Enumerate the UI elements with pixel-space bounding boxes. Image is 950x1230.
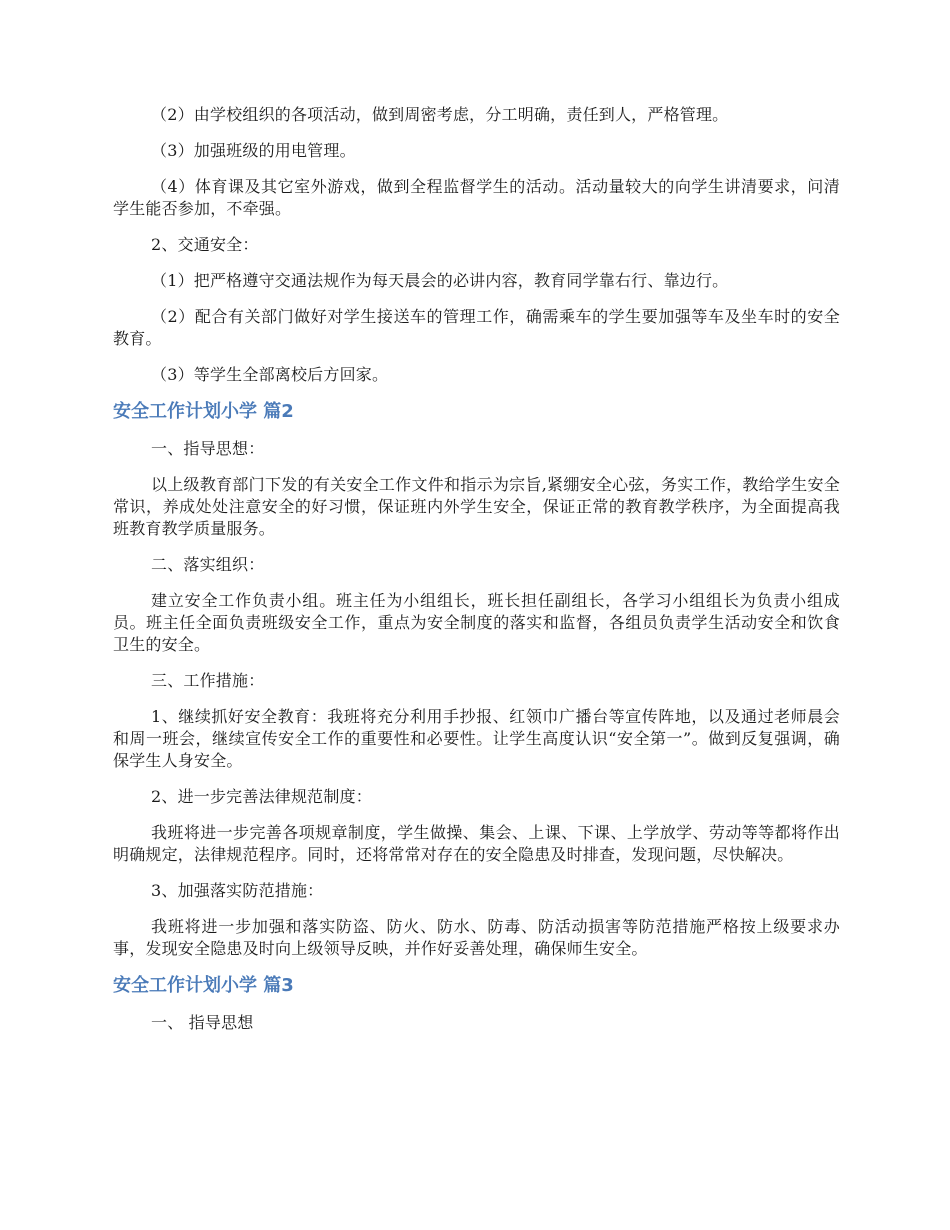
paragraph-rules-title: 2、进一步完善法律规范制度： — [151, 787, 372, 806]
paragraph-organization-body: 建立安全工作负责小组。班主任为小组组长，班长担任副组长，各学习小组组长为负责小组成员。班主任全面负责班级安全工作，重点为安全制度的落实和监督，各组员负责学生活动安全和饮食卫生的安全。 — [113, 591, 840, 654]
paragraph-pe-class: （4）体育课及其它室外游戏，做到全程监督学生的活动。活动量较大的向学生讲清要求，问清学生能否参加，不牵强。 — [113, 177, 840, 218]
paragraph-guiding-body: 以上级教育部门下发的有关安全工作文件和指示为宗旨,紧绷安全心弦，务实工作，教给学生安全常识，养成处处注意安全的好习惯，保证班内外学生安全，保证正常的教育教学秩序，为全面提高我班教育教学质量服务。 — [113, 475, 840, 538]
paragraph-electricity: （3）加强班级的用电管理。 — [151, 141, 356, 160]
paragraph-guiding-3: 一、 指导思想 — [151, 1013, 254, 1032]
paragraph-rules-body: 我班将进一步完善各项规章制度，学生做操、集会、上课、下课、上学放学、劳动等等都将作出明确规定，法律规范程序。同时，还将常常对存在的安全隐患及时排查，发现问题，尽快解决。 — [113, 823, 840, 864]
paragraph-measures-title: 三、工作措施： — [151, 671, 265, 690]
paragraph-education: 1、继续抓好安全教育：我班将充分利用手抄报、红领巾广播台等宣传阵地，以及通过老师晨会和周一班会，继续宣传安全工作的重要性和必要性。让学生高度认识“安全第一”。做到反复强调，确保学生人身安全。 — [113, 707, 840, 770]
document-page — [113, 104, 840, 1048]
paragraph-leave-home: （3）等学生全部离校后方回家。 — [151, 365, 389, 384]
section-heading-3: 安全工作计划小学 篇3 — [113, 975, 294, 996]
paragraph-shuttle: （2）配合有关部门做好对学生接送车的管理工作，确需乘车的学生要加强等车及坐车时的安全教育。 — [113, 307, 840, 348]
paragraph-activities: （2）由学校组织的各项活动，做到周密考虑，分工明确，责任到人，严格管理。 — [151, 105, 729, 124]
paragraph-prevention-title: 3、加强落实防范措施： — [151, 881, 324, 900]
paragraph-organization-title: 二、落实组织： — [151, 555, 265, 574]
paragraph-traffic-title: 2、交通安全： — [151, 235, 259, 254]
paragraph-guiding-title: 一、指导思想： — [151, 439, 265, 458]
paragraph-prevention-body: 我班将进一步加强和落实防盗、防火、防水、防毒、防活动损害等防范措施严格按上级要求办事，发现安全隐患及时向上级领导反映，并作好妥善处理，确保师生安全。 — [113, 917, 840, 958]
section-heading-2: 安全工作计划小学 篇2 — [113, 401, 294, 422]
paragraph-traffic-rules: （1）把严格遵守交通法规作为每天晨会的必讲内容，教育同学靠右行、靠边行。 — [151, 271, 729, 290]
